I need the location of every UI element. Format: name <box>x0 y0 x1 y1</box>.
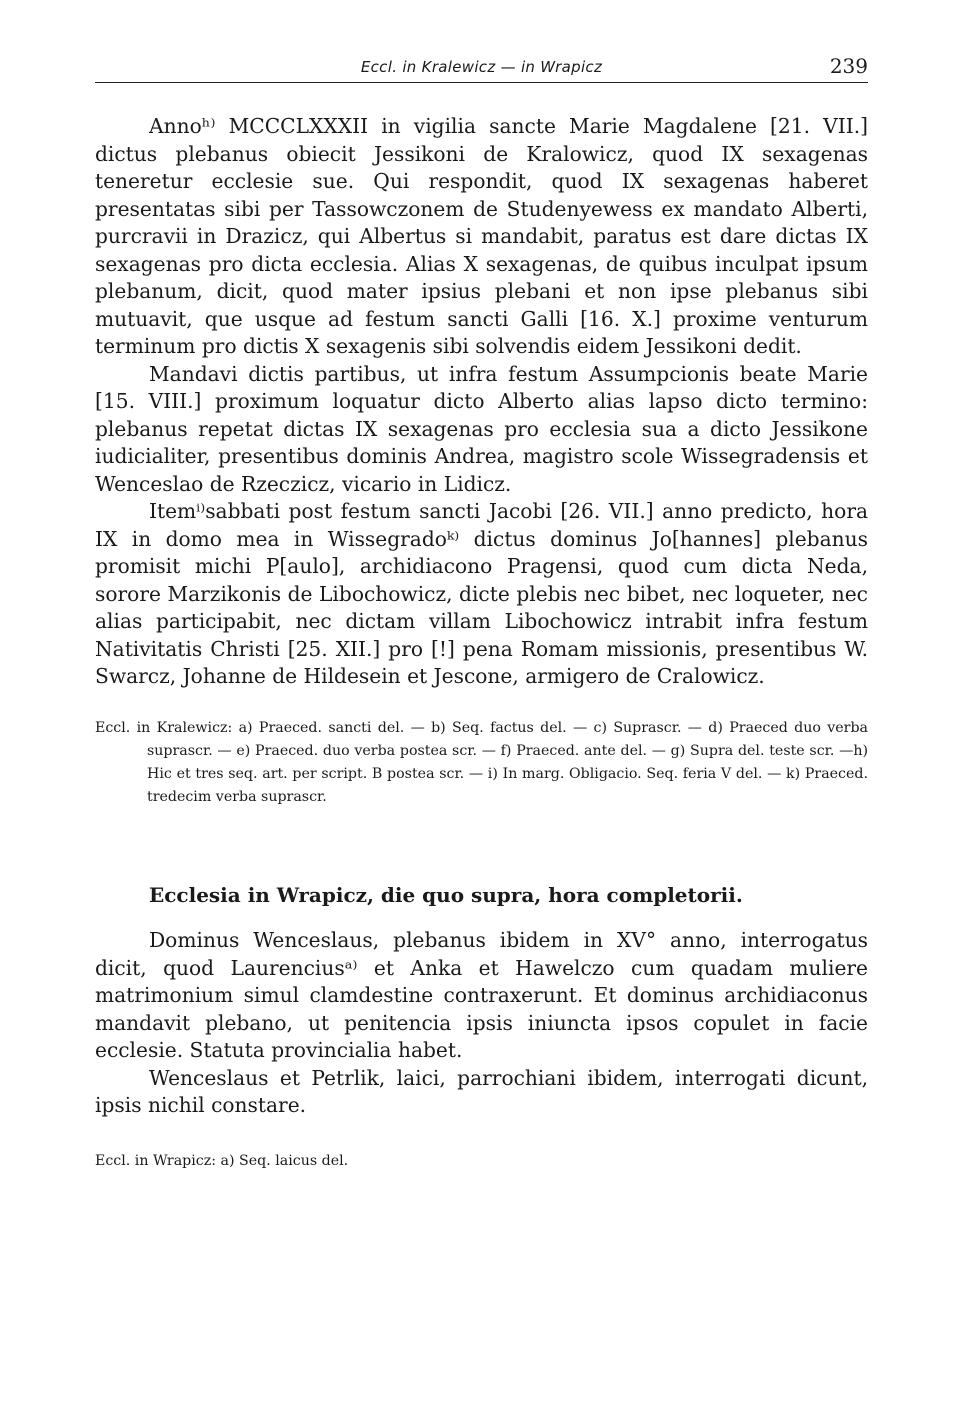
apparatus-note: Eccl. in Kralewicz: a) Praeced. sancti del. — b) Seq. factus del. — c) Suprascr. — d) Praeced duo verba suprascr. — e) Praeced. duo verba postea scr. — f) Praeced. ante del. — g) Supra del. teste scr. —h) Hic et tres seq. art. per script. B postea scr. — i) In marg. Obligacio. Seq. feria V del. — k) Praeced. tredecim verba suprascr. <box>95 719 868 806</box>
paragraph: Mandavi dictis partibus, ut infra festum Assumpcionis beate Marie [15. VIII.] proximum loquatur dicto Alberto alias lapso dicto termino: plebanus repetat dictas IX sexagenas pro ecclesia sua a dicto Jessikone iudicialiter, presentibus dominis Andrea, magistro scole Wissegradensis et Wenceslao de Rzeczicz, vicario in Lidicz. <box>95 361 868 496</box>
page-number: 239 <box>829 54 868 78</box>
paragraph: Dominus Wenceslaus, plebanus ibidem in XV° anno, interrogatus dicit, quod Laurenciusᵃ⁾ et Anka et Hawelczo cum quadam muliere matrimonium simul clamdestine contraxerunt. Et dominus archidiaconus mandavit plebano, ut penitencia ipsis iniuncta ipsos copulet in facie ecclesie. Statuta provincialia habet. <box>95 928 868 1063</box>
paragraph: Itemⁱ⁾sabbati post festum sancti Jacobi [26. VII.] anno predicto, hora IX in domo mea in Wissegradoᵏ⁾ dictus dominus Jo[hannes] plebanus promisit michi P[aulo], archidiacono Pragensi, quod cum dicta Neda, sorore Marzikonis de Libochowicz, dicte plebis nec bibet, nec loqueter, nec alias participabit, nec dictam villam Libochowicz intrabit infra festum Nativitatis Christi [25. XII.] pro [!] pena Romam missionis, presentibus W. Swarcz, Johanne de Hildesein et Jescone, armigero de Cralowicz. <box>95 499 868 688</box>
critical-apparatus-wrapicz <box>95 1150 868 1172</box>
entry-kralewicz <box>95 113 868 691</box>
section-heading: Ecclesia in Wrapicz, die quo supra, hora completorii. <box>149 883 743 908</box>
paragraph: Wenceslaus et Petrlik, laici, parrochiani ibidem, interrogati dicunt, ipsis nichil constare. <box>95 1065 868 1118</box>
page-header <box>95 48 868 83</box>
entry-wrapicz <box>95 927 868 1120</box>
critical-apparatus-kralewicz <box>95 717 868 810</box>
document-page <box>95 48 868 1172</box>
apparatus-note: Eccl. in Wrapicz: a) Seq. laicus del. <box>95 1152 349 1169</box>
paragraph: Annoʰ⁾ MCCCLXXXII in vigilia sancte Marie Magdalene [21. VII.] dictus plebanus obiecit Jessikoni de Kralowicz, quod IX sexagenas teneretur ecclesie sue. Qui respondit, quod IX sexagenas haberet presentatas sibi per Tassowczonem de Studenyewess ex mandato Alberti, purcravii in Drazicz, qui Albertus si mandabit, paratus est dare dictas IX sexagenas pro dicta ecclesia. Alias X sexagenas, de quibus inculpat ipsum plebanum, dicit, quod mater ipsius plebani et non ipse plebanus sibi mutuavit, que usque ad festum sancti Galli [16. X.] proxime venturum terminum pro dictis X sexagenis sibi solvendis eidem Jessikoni dedit. <box>95 114 868 358</box>
running-title: Eccl. in Kralewicz — in Wrapicz <box>360 58 603 76</box>
